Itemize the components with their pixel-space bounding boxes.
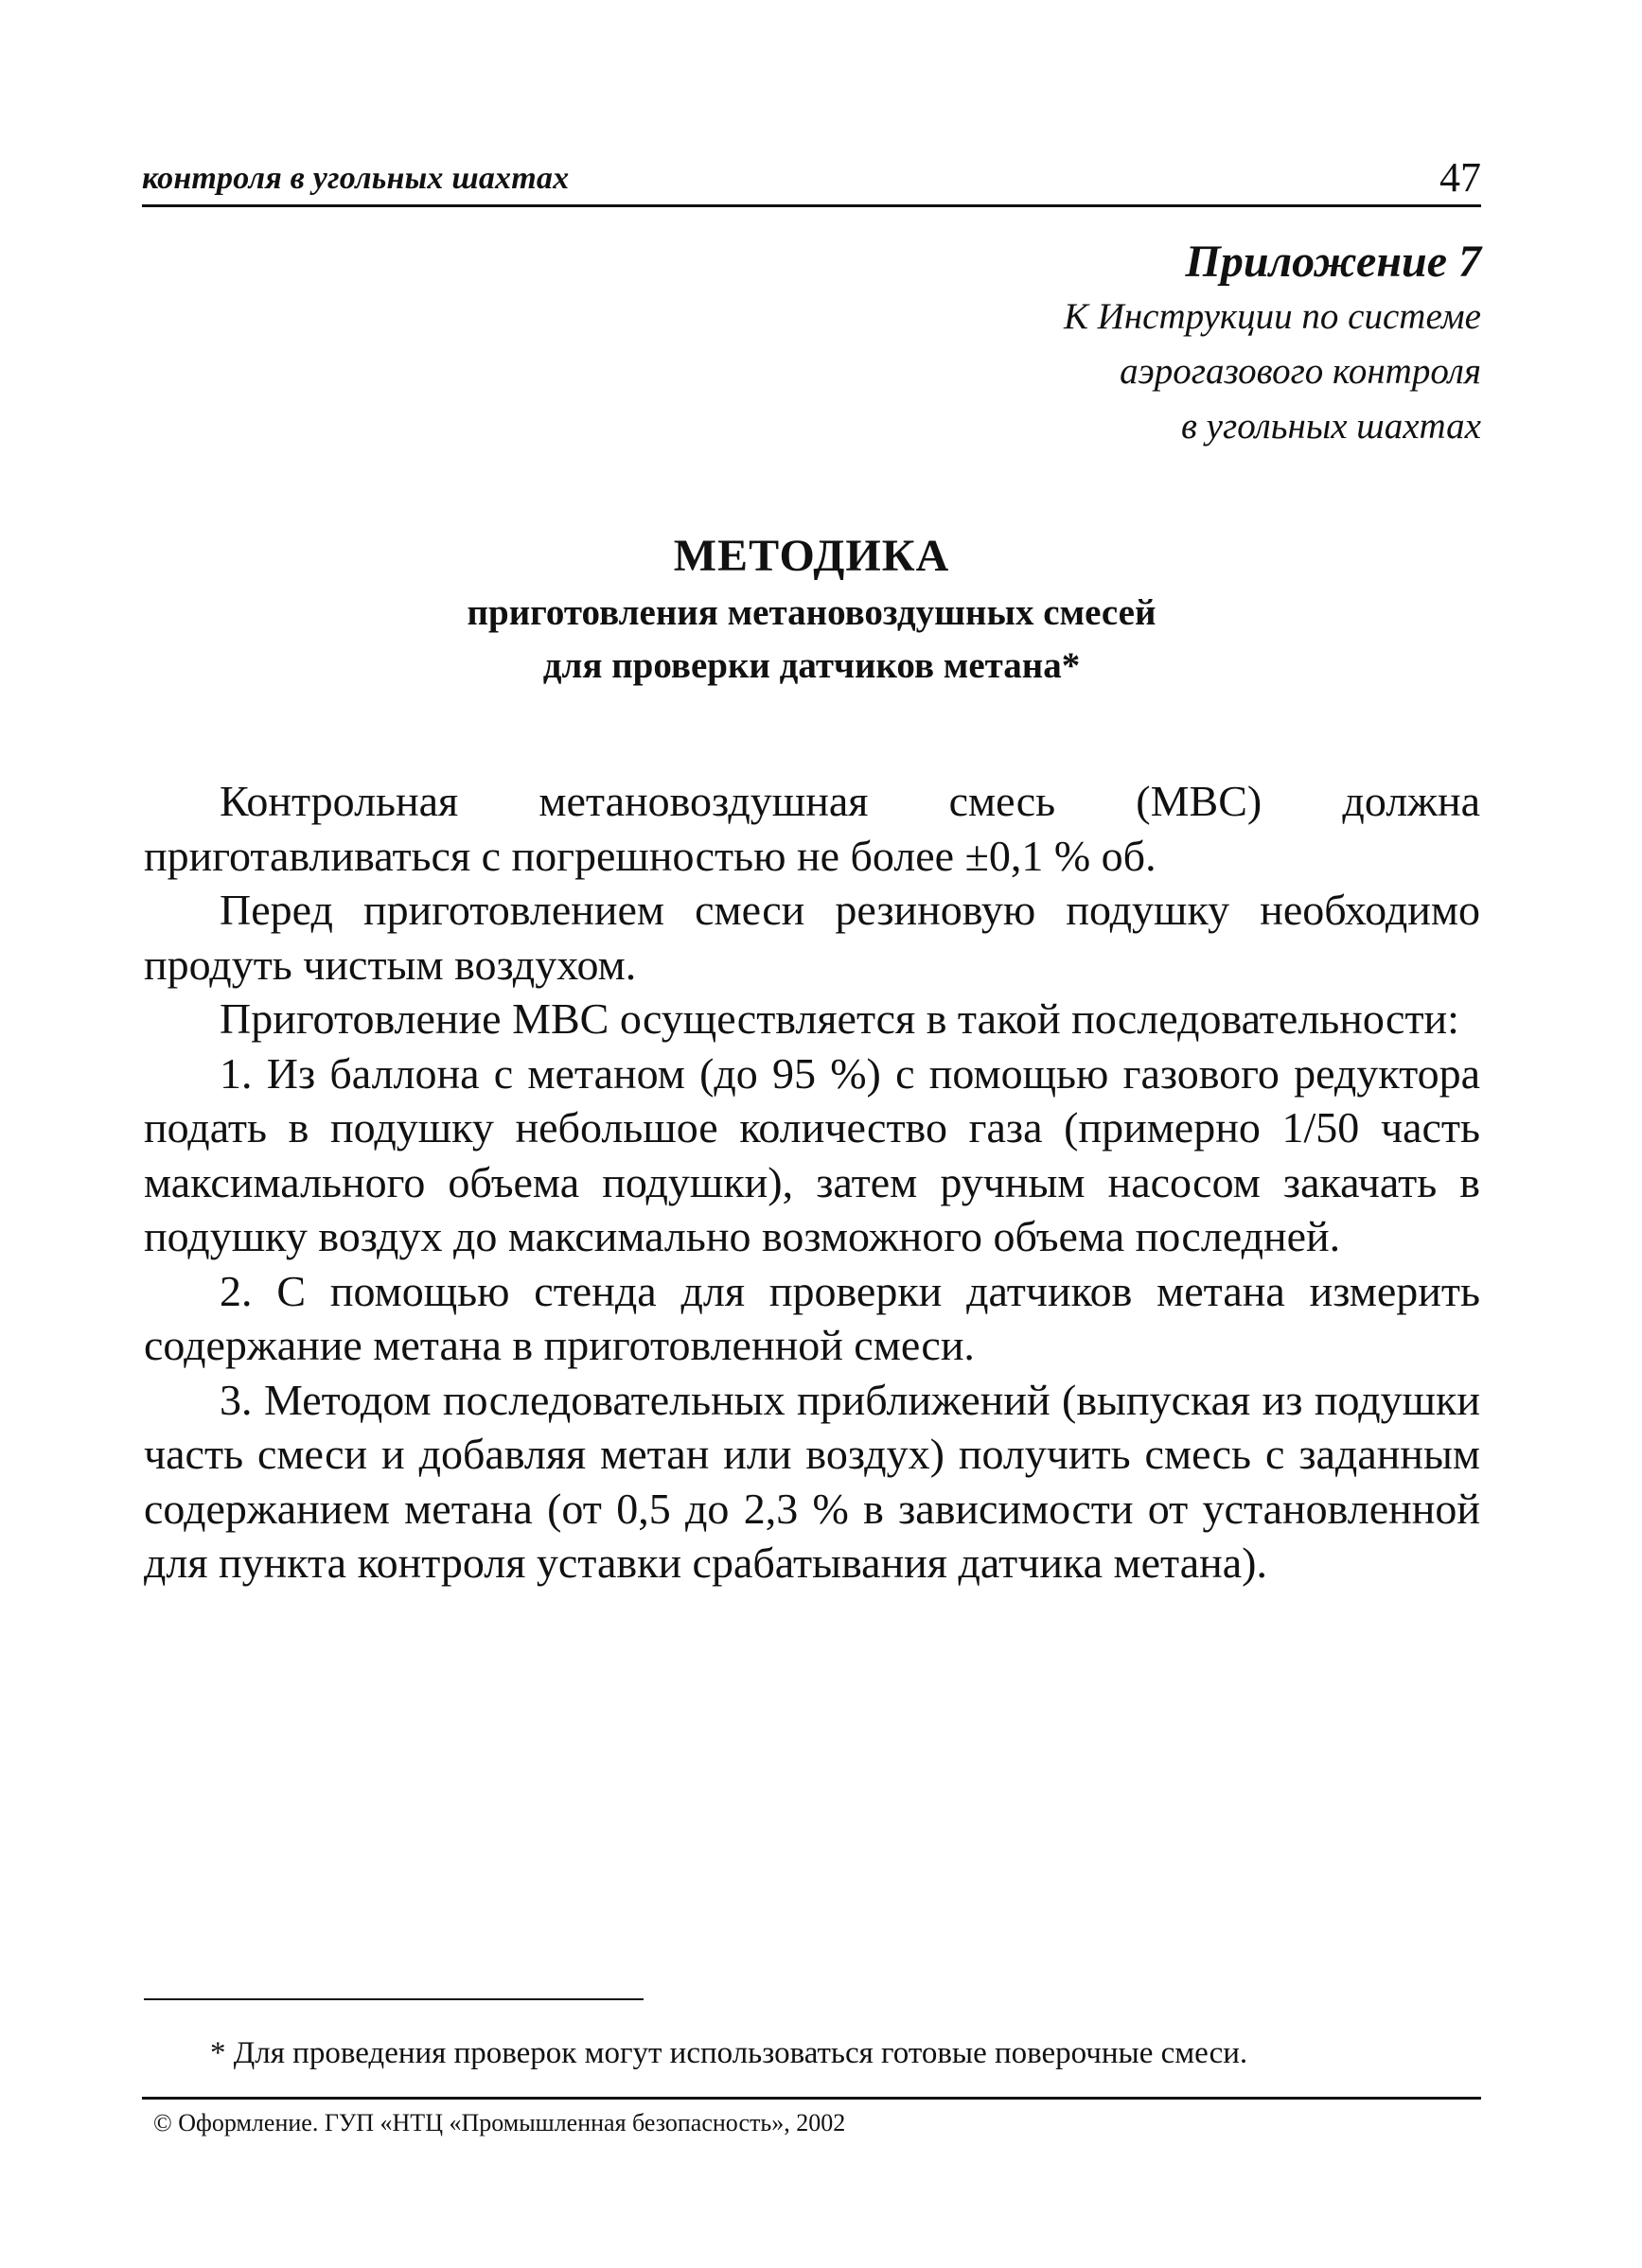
paragraph: Приготовление МВС осуществляется в такой последовательности:	[220, 994, 1459, 1043]
bottom-rule	[142, 2097, 1481, 2100]
document-title	[142, 526, 1481, 693]
title-subtitle-line: для проверки датчиков метана*	[542, 645, 1081, 686]
paragraph: Контрольная метановоздушная смесь (МВС) должна приготавливаться с погрешностью не более ±0,1 % об.	[144, 777, 1480, 880]
list-item-paragraph: 3. Методом последовательных приближений (выпуская из подушки часть смеси и добавляя метан или воздух) получить смесь с заданным содержанием метана (от 0,5 до 2,3 % в зависимости от установленной для пункта контроля уставки срабатывания датчика метана).	[144, 1375, 1480, 1587]
appendix-label: Приложение 7	[1185, 237, 1481, 287]
appendix-block	[1064, 235, 1481, 454]
list-item-paragraph: 1. Из баллона с метаном (до 95 %) с помощью газового редуктора подать в подушку небольшое количество газа (примерно 1/50 часть максимального объема подушки), затем ручным насосом закачать в подушку воздух до максимально возможного объема последней.	[144, 1048, 1480, 1260]
appendix-line: в угольных шахтах	[1180, 406, 1481, 447]
title-main: МЕТОДИКА	[673, 531, 950, 581]
appendix-line: аэрогазового контроля	[1120, 351, 1481, 392]
list-item-paragraph: 2. С помощью стенда для проверки датчиков метана измерить содержание метана в приготовленной смеси.	[144, 1266, 1480, 1369]
footnote-rule	[144, 1998, 644, 2000]
title-subtitle-line: приготовления метановоздушных смесей	[467, 592, 1156, 633]
running-title: контроля в угольных шахтах	[142, 161, 570, 196]
paragraph: Перед приготовлением смеси резиновую подушку необходимо продуть чистым воздухом.	[144, 886, 1480, 989]
body-text	[144, 774, 1480, 1591]
copyright-line: © Оформление. ГУП «НТЦ «Промышленная безопасность», 2002	[153, 2109, 846, 2136]
page-number: 47	[1439, 154, 1481, 201]
footnote: * Для проведения проверок могут использоваться готовые поверочные смеси.	[210, 2036, 1248, 2070]
appendix-line: К Инструкции по системе	[1064, 296, 1481, 337]
header-rule	[142, 204, 1481, 207]
